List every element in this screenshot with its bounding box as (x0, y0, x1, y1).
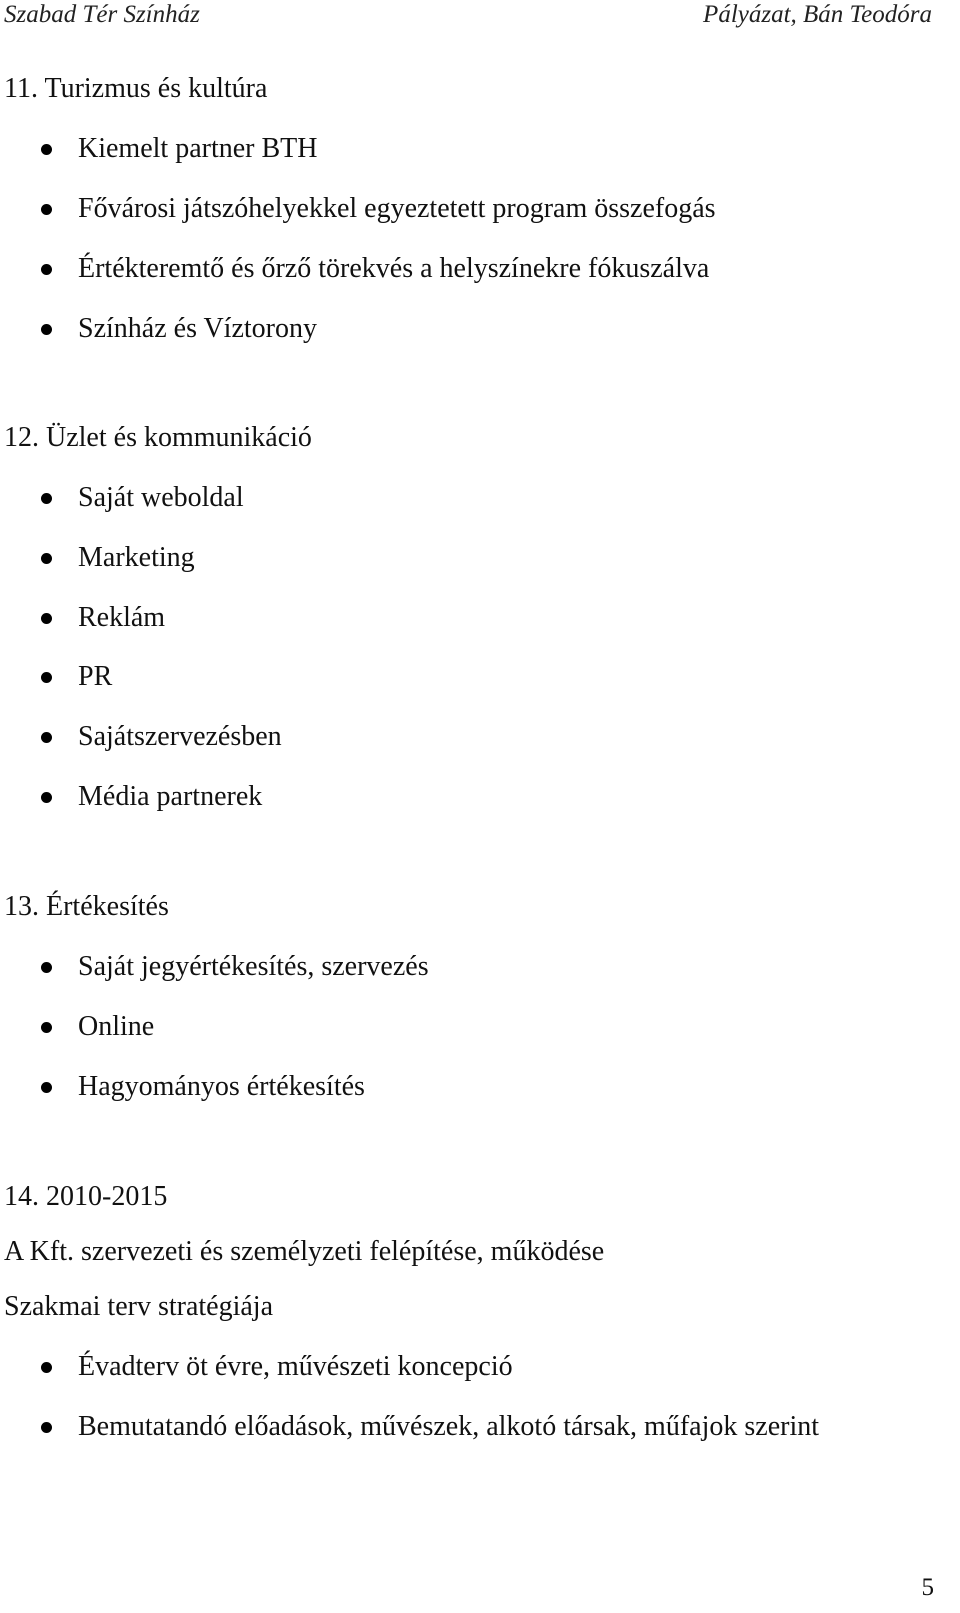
bullet-icon (41, 1362, 52, 1373)
section-heading: 12. Üzlet és kommunikáció (4, 422, 312, 453)
list-item-text: Online (78, 1011, 155, 1042)
bullet-icon (41, 1422, 52, 1433)
list-item-text: Fővárosi játszóhelyekkel egyeztetett program összefogás (78, 193, 716, 224)
bullet-icon (41, 264, 52, 275)
list-item-text: Saját jegyértékesítés, szervezés (78, 951, 429, 982)
bullet-icon (41, 493, 52, 504)
bullet-icon (41, 962, 52, 973)
header-application-author: Pályázat, Bán Teodóra (703, 1, 932, 28)
section-heading: 13. Értékesítés (4, 891, 169, 922)
list-item-text: Marketing (78, 542, 195, 573)
list-item-text: Értékteremtő és őrző törekvés a helyszínekre fókuszálva (78, 253, 710, 284)
list-item-text: Színház és Víztorony (78, 313, 317, 344)
list-item-text: Média partnerek (78, 781, 263, 812)
bullet-icon (41, 204, 52, 215)
list-item-text: PR (78, 661, 113, 692)
section-heading: 11. Turizmus és kultúra (4, 73, 268, 104)
header-theatre-name: Szabad Tér Színház (4, 1, 200, 28)
bullet-icon (41, 613, 52, 624)
list-item-text: Évadterv öt évre, művészeti koncepció (78, 1351, 513, 1382)
paragraph-line: A Kft. szervezeti és személyzeti felépítése, működése (4, 1236, 605, 1267)
bullet-icon (41, 144, 52, 155)
bullet-icon (41, 672, 52, 683)
list-item-text: Bemutatandó előadások, művészek, alkotó társak, műfajok szerint (78, 1411, 820, 1442)
bullet-icon (41, 1082, 52, 1093)
bullet-icon (41, 732, 52, 743)
list-item-text: Hagyományos értékesítés (78, 1071, 365, 1102)
list-item-text: Sajátszervezésben (78, 721, 282, 752)
page-number: 5 (921, 1574, 934, 1601)
bullet-icon (41, 792, 52, 803)
list-item-text: Saját weboldal (78, 482, 244, 513)
bullet-icon (41, 1022, 52, 1033)
bullet-icon (41, 324, 52, 335)
bullet-icon (41, 553, 52, 564)
paragraph-line: Szakmai terv stratégiája (4, 1291, 273, 1322)
list-item-text: Reklám (78, 602, 166, 633)
list-item-text: Kiemelt partner BTH (78, 133, 318, 164)
section-heading: 14. 2010-2015 (4, 1181, 168, 1212)
